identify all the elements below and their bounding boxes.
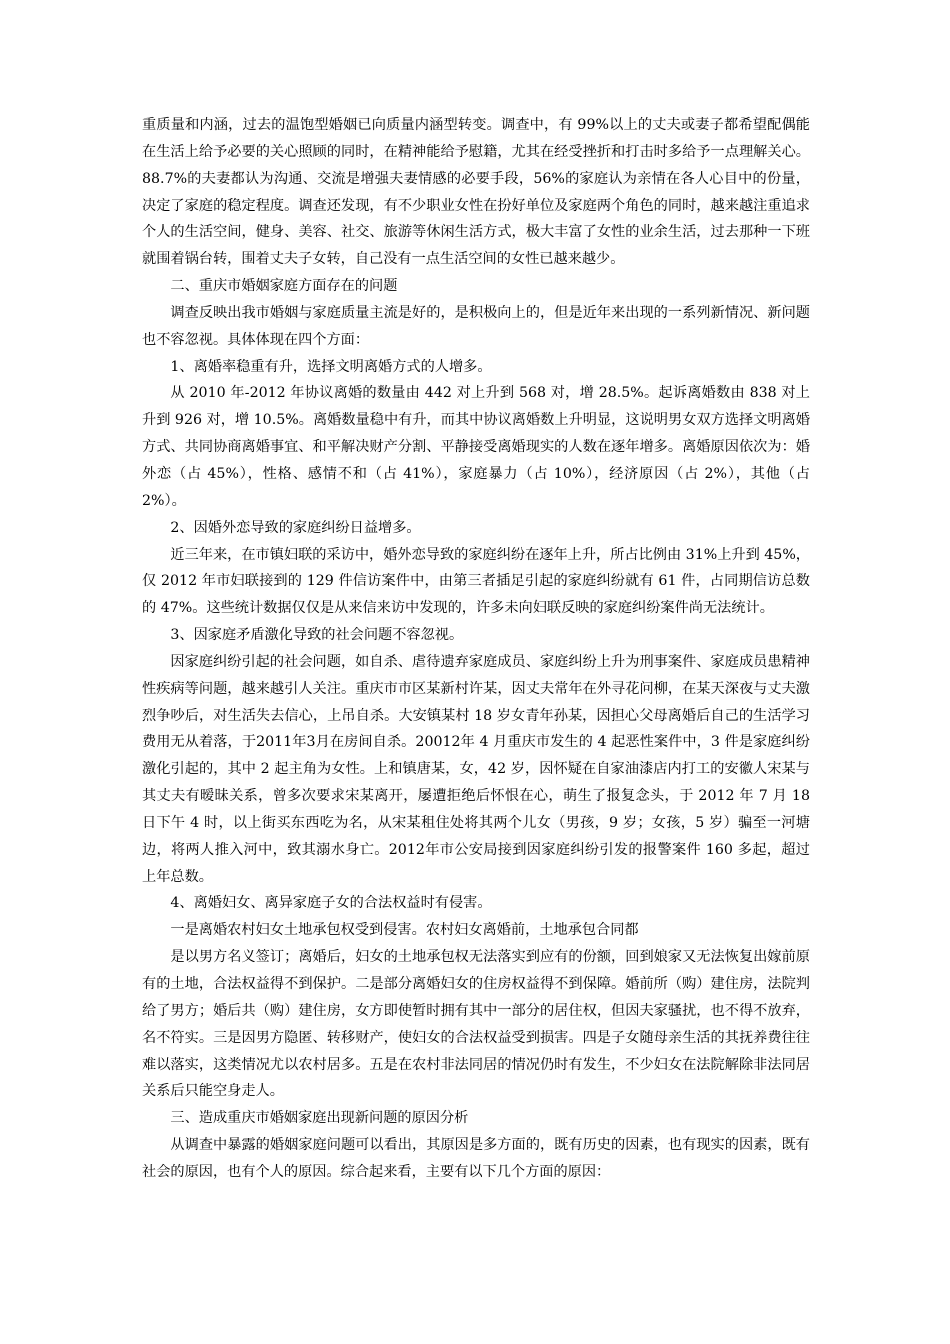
paragraph-rights-list: 是以男方名义签订；离婚后，妇女的土地承包权无法落实到应有的份额，回到娘家又无法恢复出嫁前原有的土地，合法权益得不到保护。二是部分离婚妇女的住房权益得不到保障。婚前所（购）建住房，法院判给了男方；婚后共（购）建住房，女方即使暂时拥有其中一部分的居住权，但因夫家骚扰，也不得不放弃，名不符实。三是因男方隐匿、转移财产，使妇女的合法权益受到损害。四是子女随母亲生活的其抚养费往往难以落实，这类情况尤以农村居多。五是在农村非法同居的情况仍时有发生，不少妇女在法院解除非法同居关系后只能空身走人。: [142, 949, 810, 1100]
paragraph-divorce-stats: 从 2010 年-2012 年协议离婚的数量由 442 对上升到 568 对，增 28.5%。起诉离婚数由 838 对上升到 926 对，增 10.5%。离婚数量稳中有升，而其中协议离婚数上升明显，这说明男女双方选择文明离婚方式、共同协商离婚事宜、和平解决财产分割、平静接受离婚现实的人数在逐年增多。离婚原因依次为：婚外恋（占 45%），性格、感情不和（占 41%），家庭暴力（占 10%），经济原因（占 2%），其他（占 2%）。: [142, 385, 810, 509]
paragraph-intro: 重质量和内涵，过去的温饱型婚姻已向质量内涵型转变。调查中，有 99%以上的丈夫或妻子都希望配偶能在生活上给予必要的关心照顾的同时，在精神能给予慰籍，尤其在经受挫折和打击时多给予一点理解关心。88.7%的夫妻都认为沟通、交流是增强夫妻情感的必要手段，56%的家庭认为亲情在各人心目中的份量，决定了家庭的稳定程度。调查还发现，有不少职业女性在扮好单位及家庭两个角色的同时，越来越注重追求个人的生活空间，健身、美容、社交、旅游等休闲生活方式，极大丰富了女性的业余生活，过去那种一下班就围着锅台转，围着丈夫子女转，自己没有一点生活空间的女性已越来越少。: [142, 117, 810, 268]
subheading-3: 3、因家庭矛盾激化导致的社会问题不容忽视。: [170, 627, 464, 644]
subheading-4: 4、离婚妇女、离异家庭子女的合法权益时有侵害。: [170, 895, 492, 912]
section-heading-2: 二、重庆市婚姻家庭方面存在的问题: [170, 278, 398, 295]
document-page: [142, 112, 810, 1186]
paragraph-affair-disputes: 近三年来，在市镇妇联的采访中，婚外恋导致的家庭纠纷在逐年上升，所占比例由 31%上升到 45%，仅 2012 年市妇联接到的 129 件信访案件中，由第三者插足引起的家庭纠纷就有 61 件，占同期信访总数的 47%。这些统计数据仅仅是从来信来访中发现的，许多未向妇联反映的家庭纠纷案件尚无法统计。: [142, 546, 810, 617]
paragraph-causes: 从调查中暴露的婚姻家庭问题可以看出，其原因是多方面的，既有历史的因素，也有现实的因素，既有社会的原因，也有个人的原因。综合起来看，主要有以下几个方面的原因：: [142, 1137, 810, 1180]
subheading-1: 1、离婚率稳重有升，选择文明离婚方式的人增多。: [170, 358, 492, 375]
paragraph-overview: 调查反映出我市婚姻与家庭质量主流是好的，是积极向上的，但是近年来出现的一系列新情况、新问题也不容忽视。具体体现在四个方面：: [142, 304, 810, 348]
paragraph-social-problems: 因家庭纠纷引起的社会问题，如自杀、虐待遗弃家庭成员、家庭纠纷上升为刑事案件、家庭成员患精神性疾病等问题，越来越引人关注。重庆市市区某新村许某，因丈夫常年在外寻花问柳，在某天深夜与丈夫激烈争吵后，对生活失去信心，上吊自杀。大安镇某村 18 岁女青年孙某，因担心父母离婚后自己的生活学习费用无从着落，于2011年3月在房间自杀。20012年 4 月重庆市发生的 4 起恶性案件中，3 件是家庭纠纷激化引起的，其中 2 起主角为女性。上和镇唐某，女，42 岁，因怀疑在自家油漆店内打工的安徽人宋某与其丈夫有暧昧关系，曾多次要求宋某离开，屡遭拒绝后怀恨在心，萌生了报复念头，于 2012 年 7 月 18 日下午 4 时，以上街买东西吃为名，从宋某租住处将其两个儿女（男孩，9 岁；女孩，5 岁）骗至一河塘边，将两人推入河中，致其溺水身亡。2012年市公安局接到因家庭纠纷引发的报警案件 160 多起，超过上年总数。: [142, 653, 810, 885]
subheading-2: 2、因婚外恋导致的家庭纠纷日益增多。: [170, 519, 421, 536]
paragraph-land-rights: 一是离婚农村妇女土地承包权受到侵害。农村妇女离婚前，土地承包合同都: [170, 922, 639, 939]
section-heading-3: 三、造成重庆市婚姻家庭出现新问题的原因分析: [170, 1110, 469, 1127]
